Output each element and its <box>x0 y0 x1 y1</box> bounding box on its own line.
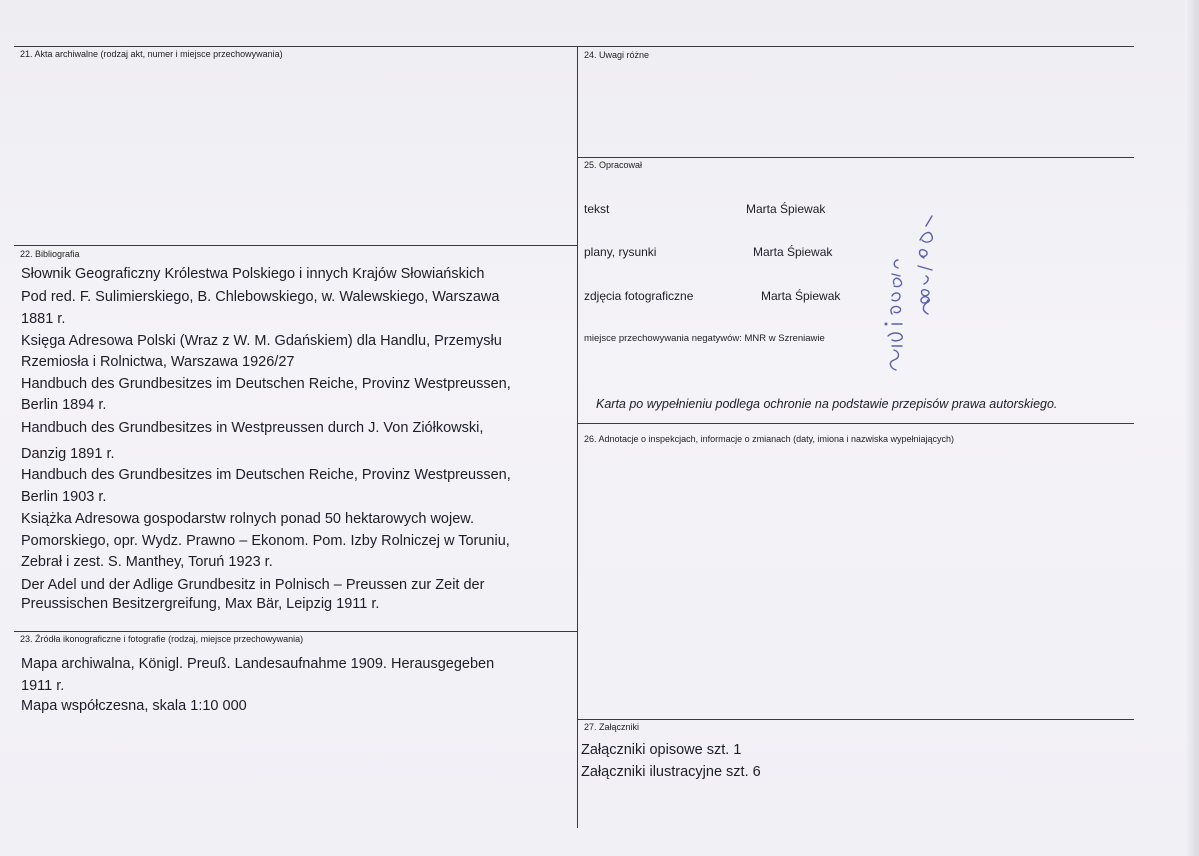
section-22-label: 22. Bibliografia <box>20 249 80 259</box>
author-name-photos: Marta Śpiewak <box>761 289 841 303</box>
divider-24-25 <box>577 157 1134 158</box>
bibliography-line: Pod red. F. Sulimierskiego, B. Chlebowskiego, w. Walewskiego, Warszawa <box>21 289 500 305</box>
bibliography-line: Rzemiosła i Rolnictwa, Warszawa 1926/27 <box>21 354 295 370</box>
bibliography-line: Księga Adresowa Polski (Wraz z W. M. Gdańskiem) dla Handlu, Przemysłu <box>21 333 502 349</box>
bibliography-line: Berlin 1903 r. <box>21 489 107 505</box>
paper-edge <box>1185 0 1199 856</box>
bibliography-line: Handbuch des Grundbesitzes im Deutschen Reiche, Provinz Westpreussen, <box>21 376 511 392</box>
attachment-line: Załączniki opisowe szt. 1 <box>581 742 742 758</box>
bibliography-line: Berlin 1894 r. <box>21 397 107 413</box>
author-name-text: Marta Śpiewak <box>746 202 826 216</box>
section-24-label: 24. Uwagi różne <box>584 50 650 60</box>
section-21-label: 21. Akta archiwalne (rodzaj akt, numer i miejsce przechowywania) <box>20 49 283 59</box>
bibliography-line: Zebrał i zest. S. Manthey, Toruń 1923 r. <box>21 554 273 570</box>
negatives-location: miejsce przechowywania negatywów: MNR w Szreniawie <box>584 333 825 344</box>
section-23-label: 23. Źródła ikonograficzne i fotografie (rodzaj, miejsce przechowywania) <box>20 634 304 644</box>
author-role-text: tekst <box>584 202 610 216</box>
divider-top <box>14 46 1134 47</box>
bibliography-line: Pomorskiego, opr. Wydz. Prawno – Ekonom. Pom. Izby Rolniczej w Toruniu, <box>21 533 510 549</box>
bibliography-line: Handbuch des Grundbesitzes im Deutschen Reiche, Provinz Westpreussen, <box>21 467 511 483</box>
divider-22-23 <box>14 631 577 632</box>
bibliography-line: Słownik Geograficzny Królestwa Polskiego i innych Krajów Słowiańskich <box>21 266 485 282</box>
section-25-label: 25. Opracował <box>584 160 643 170</box>
divider-25-26 <box>577 423 1134 424</box>
iconography-line: Mapa archiwalna, Königl. Preuß. Landesaufnahme 1909. Herausgegeben <box>21 656 495 672</box>
handwritten-signature <box>862 210 952 380</box>
bibliography-line: Handbuch des Grundbesitzes in Westpreussen durch J. Von Ziółkowski, <box>21 420 484 436</box>
section-27-label: 27. Załączniki <box>584 722 640 732</box>
divider-center <box>577 46 578 828</box>
bibliography-line: 1881 r. <box>21 311 66 327</box>
bibliography-line: Der Adel und der Adlige Grundbesitz in Polnisch – Preussen zur Zeit der <box>21 577 485 593</box>
divider-21-22 <box>14 245 577 246</box>
bibliography-line: Książka Adresowa gospodarstw rolnych ponad 50 hektarowych wojew. <box>21 511 474 527</box>
attachment-line: Załączniki ilustracyjne szt. 6 <box>581 764 761 780</box>
bibliography-line: Danzig 1891 r. <box>21 446 115 462</box>
iconography-line: Mapa współczesna, skala 1:10 000 <box>21 698 247 714</box>
author-role-drawings: plany, rysunki <box>584 245 657 259</box>
author-name-drawings: Marta Śpiewak <box>753 245 833 259</box>
copyright-notice: Karta po wypełnieniu podlega ochronie na podstawie przepisów prawa autorskiego. <box>596 397 1058 411</box>
author-role-photos: zdjęcia fotograficzne <box>584 289 694 303</box>
divider-26-27 <box>577 719 1134 720</box>
section-26-label: 26. Adnotacje o inspekcjach, informacje o zmianach (daty, imiona i nazwiska wypełniających) <box>584 434 955 444</box>
iconography-line: 1911 r. <box>21 678 65 694</box>
bibliography-line: Preussischen Besitzergreifung, Max Bär, Leipzig 1911 r. <box>21 596 380 612</box>
